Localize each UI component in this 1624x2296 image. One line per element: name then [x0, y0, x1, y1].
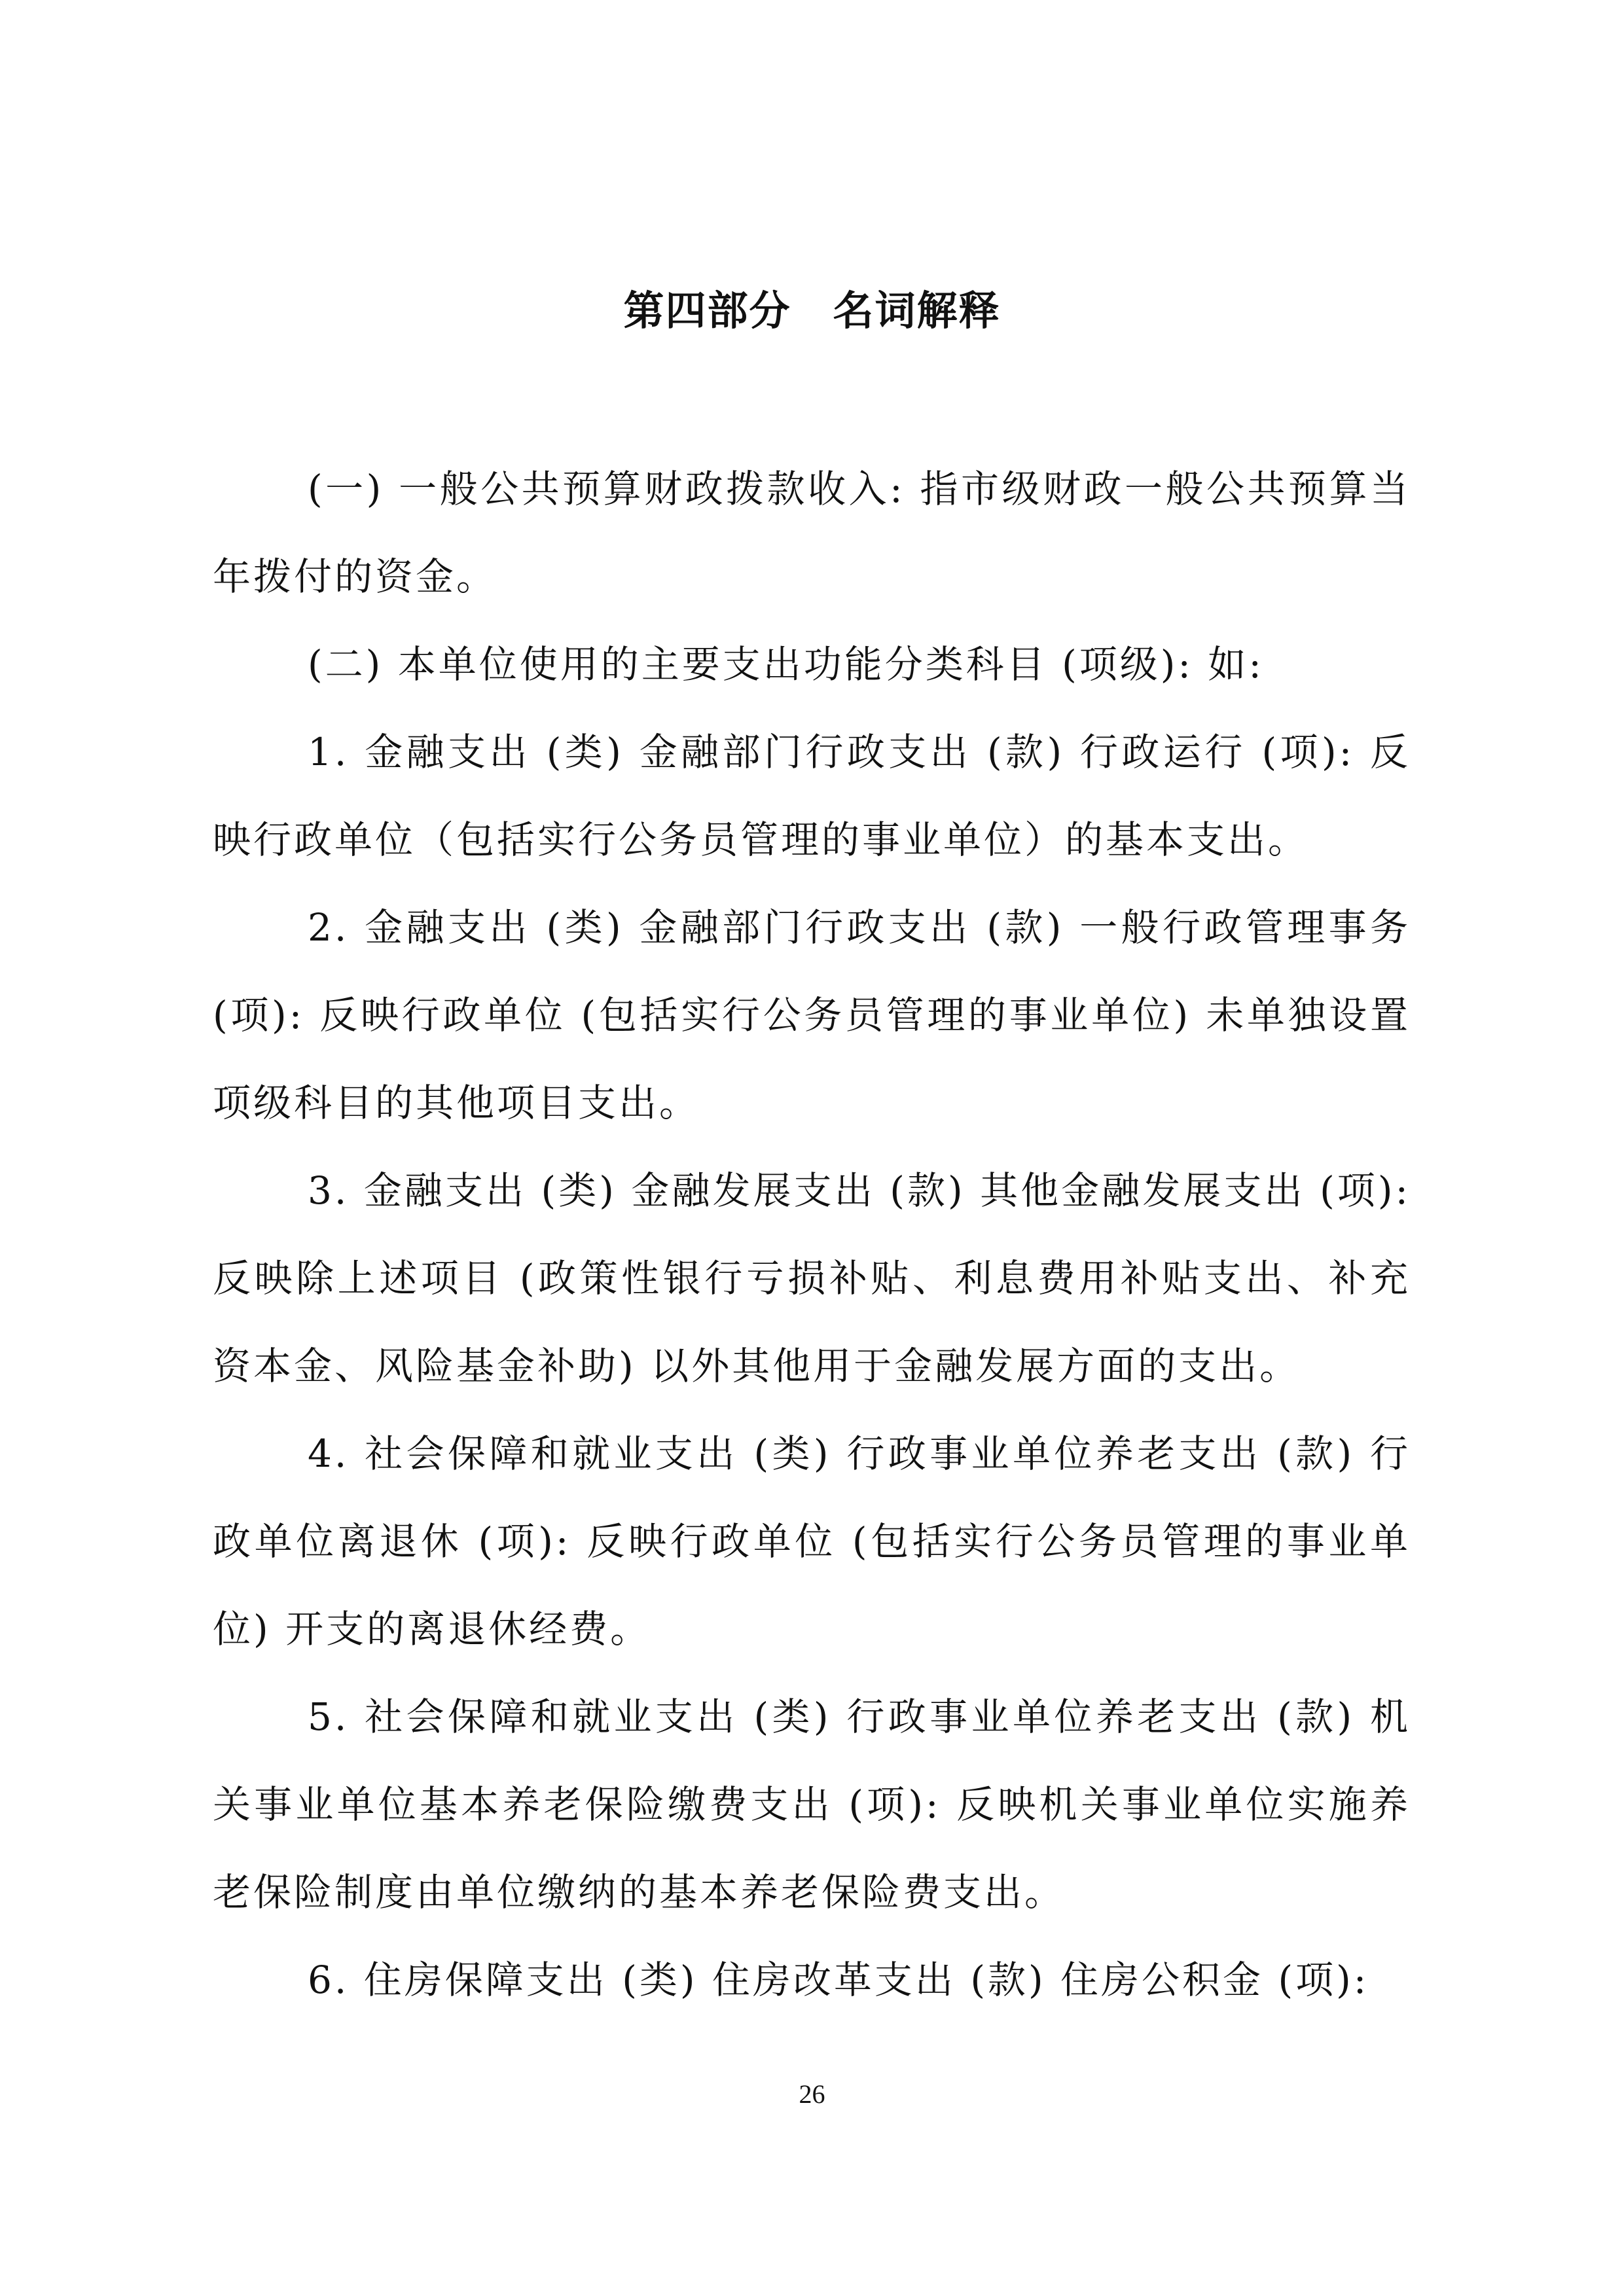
page-number: 26	[799, 2079, 825, 2109]
paragraph-item-1: 1. 金融支出 (类) 金融部门行政支出 (款) 行政运行 (项): 反映行政单位（包括实行公务员管理的事业单位）的基本支出。	[213, 730, 1411, 862]
paragraph-expenditure-categories-intro: (二) 本单位使用的主要支出功能分类科目 (项级): 如:	[308, 642, 1264, 687]
paragraph-general-budget-revenue: (一) 一般公共预算财政拨款收入: 指市级财政一般公共预算当年拨付的资金。	[213, 467, 1411, 599]
paragraph-item-5: 5. 社会保障和就业支出 (类) 行政事业单位养老支出 (款) 机关事业单位基本养老保险缴费支出 (项): 反映机关事业单位实施养老保险制度由单位缴纳的基本养老保险费支出。	[213, 1695, 1411, 1914]
paragraph-item-4: 4. 社会保障和就业支出 (类) 行政事业单位养老支出 (款) 行政单位离退休 (项): 反映行政单位 (包括实行公务员管理的事业单位) 开支的离退休经费。	[213, 1431, 1411, 1651]
paragraph-item-3: 3. 金融支出 (类) 金融发展支出 (款) 其他金融发展支出 (项): 反映除上述项目 (政策性银行亏损补贴、利息费用补贴支出、补充资本金、风险基金补助) 以外其他用于金融发展方面的支出。	[213, 1168, 1411, 1388]
paragraph-item-6: 6. 住房保障支出 (类) 住房改革支出 (款) 住房公积金 (项):	[308, 1958, 1369, 2002]
paragraph-item-2: 2. 金融支出 (类) 金融部门行政支出 (款) 一般行政管理事务 (项): 反映行政单位 (包括实行公务员管理的事业单位) 未单独设置项级科目的其他项目支出。	[213, 905, 1411, 1125]
section-title: 第四部分 名词解释	[623, 287, 1001, 334]
body-text	[213, 445, 1411, 2024]
